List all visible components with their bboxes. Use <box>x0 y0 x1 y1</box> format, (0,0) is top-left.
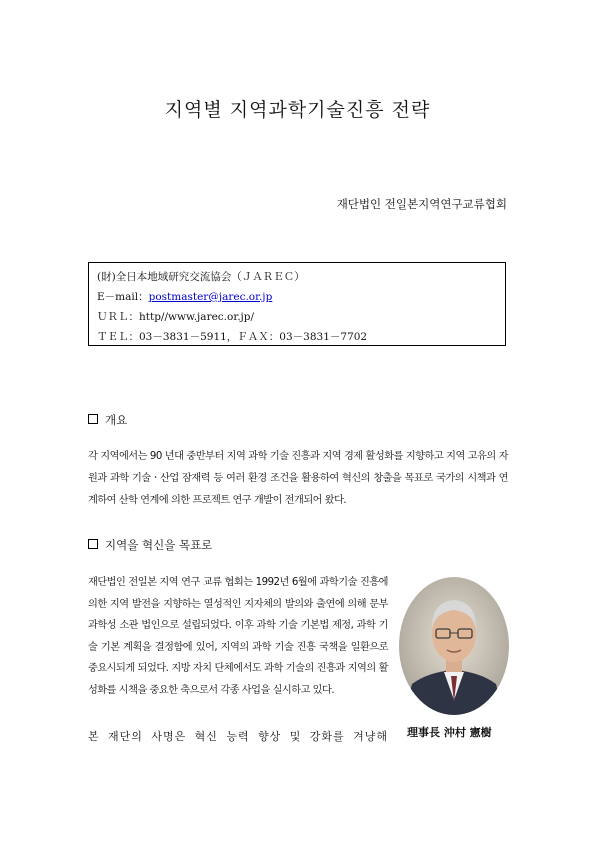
contact-tel-fax: ＴＥＬ：03－3831－5911，ＦＡＸ：03－3831－7702 <box>97 331 368 343</box>
url-link[interactable]: http//www.jarec.or.jp/ <box>139 311 255 323</box>
email-link[interactable]: postmaster@jarec.or.jp <box>148 291 273 303</box>
email-label: E－mail： <box>97 291 149 303</box>
page-title: 지역별 지역과학기술진흥 전략 <box>164 99 431 121</box>
section-heading-text: 개요 <box>105 413 128 427</box>
section-heading-overview <box>88 412 127 428</box>
section-heading-text: 지역을 혁신을 목표로 <box>105 538 213 552</box>
chairman-portrait <box>398 576 510 716</box>
organization-name: 재단법인 전일본지역연구교류협회 <box>336 197 507 211</box>
photo-caption: 理事長 沖村 憲樹 <box>407 726 492 739</box>
square-bullet-icon <box>88 414 98 424</box>
section-body-continuation: 본 재단의 사명은 혁신 능력 향상 및 강화를 겨냥해 <box>88 730 388 743</box>
contact-org-name: (財)全日本地域研究交流協会（ＪＡＲＥＣ） <box>97 271 305 283</box>
section-body-overview: 각 지역에서는 90 년대 중반부터 지역 과학 기술 진흥과 지역 경제 활성화를 지향하고 지역 고유의 자원과 과학 기술ㆍ산업 잠재력 등 여러 환경 조건을 활용하여 혁신의 창출을 목표로 국가의 시책과 연계하여 산학 연계에 의한 프로젝트 연구 개발이 전개되어 왔다. <box>88 451 508 506</box>
contact-url-line <box>97 307 497 327</box>
contact-email-line <box>97 287 497 307</box>
section-body-innovation: 재단법인 전일본 지역 연구 교류 협회는 1992년 6월에 과학기술 진흥에 의한 지역 발전을 지향하는 열성적인 지자체의 발의와 출연에 의해 문부 과학성 소관 법인으로 설립되었다. 이후 과학 기술 기본법 제정, 과학 기술 기본 계획을 결정함에 있어, 지역의 과학 기술 진흥 국책을 일환으로 중요시되게 되었다. 지방 자치 단체에서도 과학 기술의 진흥과 지역의 활성화를 시책을 중요한 축으로서 각종 사업을 실시하고 있다. <box>88 577 388 696</box>
url-label: ＵＲＬ： <box>97 311 139 323</box>
contact-box <box>88 262 506 346</box>
square-bullet-icon <box>88 539 98 549</box>
section-heading-innovation <box>88 537 212 553</box>
